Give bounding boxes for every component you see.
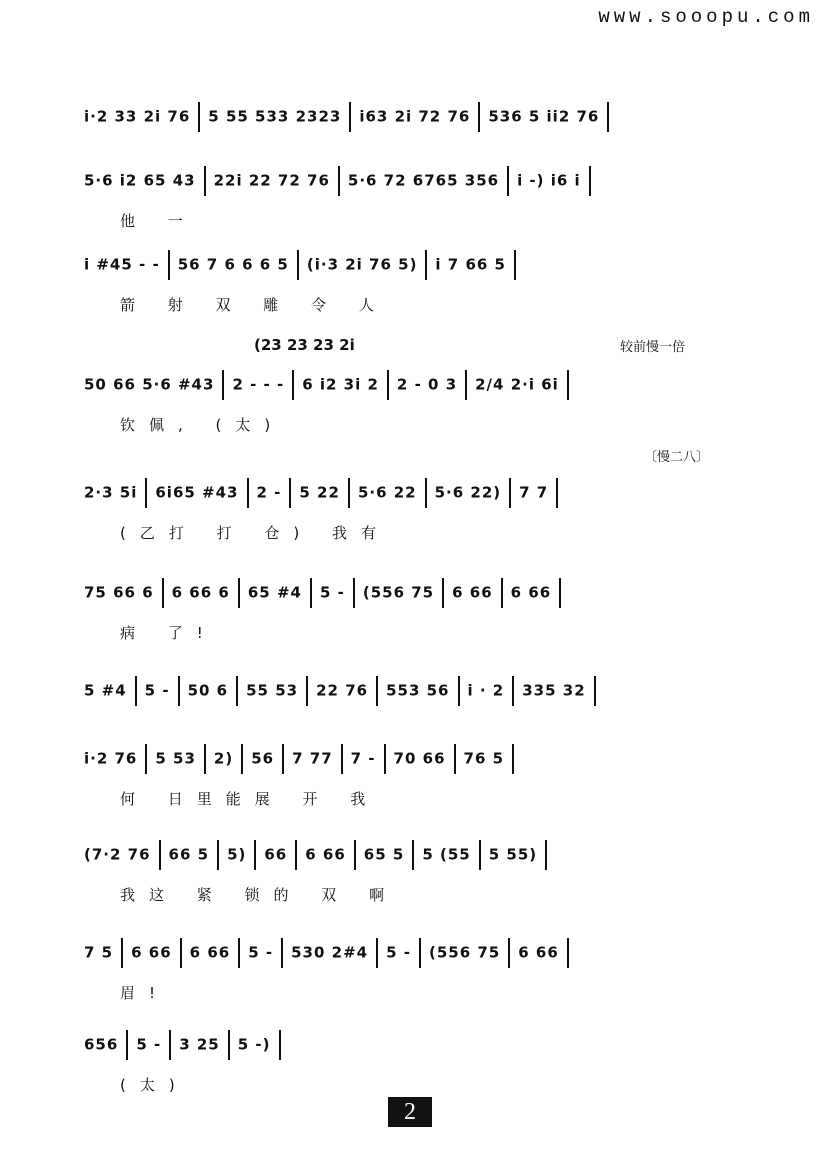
measure: 22 76 (316, 681, 369, 700)
measure: 6 i2 3i 2 (302, 375, 379, 394)
bar-line (353, 578, 355, 608)
bar-line (589, 166, 591, 196)
bar-line (341, 744, 343, 774)
lyrics-line: 病 了! (120, 624, 217, 642)
measure: 76 5 (463, 749, 505, 768)
measure: 6 66 (131, 943, 172, 962)
measure: 2 - 0 3 (396, 375, 458, 394)
measure: 553 56 (386, 681, 450, 700)
bar-line (238, 938, 240, 968)
bar-line (425, 250, 427, 280)
notation-line (84, 676, 604, 710)
measure: 2/4 2·i 6i (475, 375, 559, 394)
bar-line (217, 840, 219, 870)
site-url: www.sooopu.com (598, 6, 814, 28)
bar-line (279, 1030, 281, 1060)
bar-line (384, 744, 386, 774)
measure: 5 - (248, 943, 274, 962)
measure: 5·6 i2 65 43 (84, 171, 196, 190)
bar-line (292, 370, 294, 400)
bar-line (178, 676, 180, 706)
notation-line (84, 744, 522, 778)
measure: 536 5 ii2 76 (488, 107, 600, 126)
bar-line (159, 840, 161, 870)
measure: 6 66 (305, 845, 346, 864)
measure: 2 - - - (232, 375, 285, 394)
bar-line (594, 676, 596, 706)
measure: 335 32 (522, 681, 586, 700)
bar-line (348, 478, 350, 508)
measure: 5 -) (237, 1035, 271, 1054)
bar-line (545, 840, 547, 870)
bar-line (289, 478, 291, 508)
lyrics-line: 何 日里能展 开 我 (120, 790, 380, 808)
lyrics-line: 我这 紧 锁的 双 啊 (120, 886, 399, 904)
notation-line (84, 938, 577, 972)
lyrics-line: 箭 射 双 雕 令 人 (120, 296, 388, 314)
bar-line (508, 938, 510, 968)
measure: 5 - (136, 1035, 162, 1054)
bar-line (241, 744, 243, 774)
bar-line (236, 676, 238, 706)
bar-line (222, 370, 224, 400)
measure: 55 53 (246, 681, 299, 700)
measure: (i·3 2i 76 5) (306, 255, 418, 274)
measure: 65 #4 (247, 583, 302, 602)
bar-line (512, 676, 514, 706)
measure: 66 (264, 845, 288, 864)
measure: 5·6 22) (434, 483, 502, 502)
measure: 6 66 6 (171, 583, 230, 602)
bar-line (295, 840, 297, 870)
measure: 70 66 (393, 749, 446, 768)
bar-line (478, 102, 480, 132)
bar-line (145, 478, 147, 508)
bar-line (465, 370, 467, 400)
measure: 5 (55 (422, 845, 471, 864)
measure: 66 5 (168, 845, 210, 864)
bar-line (479, 840, 481, 870)
measure: 5 22 (299, 483, 340, 502)
bar-line (169, 1030, 171, 1060)
measure: 5 - (386, 943, 411, 962)
notation-line (84, 166, 599, 200)
bar-line (126, 1030, 128, 1060)
bar-line (354, 840, 356, 870)
measure: 22i 22 72 76 (213, 171, 330, 190)
bar-line (168, 250, 170, 280)
bar-line (376, 938, 378, 968)
bar-line (425, 478, 427, 508)
measure: 5 55) (488, 845, 538, 864)
measure: 6 66 (518, 943, 559, 962)
bar-line (297, 250, 299, 280)
measure: 6i65 #43 (155, 483, 239, 502)
notation-line (84, 370, 577, 404)
bar-line (254, 840, 256, 870)
tempo-marking: 较前慢一倍 (620, 340, 686, 355)
measure: i #45 - - (84, 255, 160, 274)
measure: 5 - (319, 583, 345, 602)
lyrics-line: 钦佩, (太) (120, 416, 285, 434)
bar-line (454, 744, 456, 774)
measure: 6 66 (189, 943, 231, 962)
notation-line (84, 102, 617, 136)
measure: 3 25 (179, 1035, 220, 1054)
measure: 5·6 72 6765 356 (347, 171, 500, 190)
measure: 65 5 (363, 845, 405, 864)
measure: 7 - (350, 749, 376, 768)
notation-line (84, 578, 569, 612)
bar-line (338, 166, 340, 196)
notation-line (84, 1030, 289, 1064)
bar-line (135, 676, 137, 706)
bar-line (507, 166, 509, 196)
bar-line (387, 370, 389, 400)
bar-line (514, 250, 516, 280)
measure: 75 66 6 (84, 583, 154, 602)
measure: i 7 66 5 (435, 255, 506, 274)
notation-line (84, 478, 566, 512)
measure: i -) i6 i (517, 171, 581, 190)
bar-line (281, 938, 283, 968)
bar-line (238, 578, 240, 608)
bar-line (198, 102, 200, 132)
upper-notation: (23 23 23 2i (254, 336, 355, 354)
bar-line (204, 744, 206, 774)
bar-line (458, 676, 460, 706)
bar-line (509, 478, 511, 508)
section-marking: 〔慢二八〕 (644, 450, 710, 465)
bar-line (204, 166, 206, 196)
measure: (556 75 (428, 943, 501, 962)
measure: 50 6 (187, 681, 229, 700)
measure: 2·3 5i (84, 483, 138, 502)
notation-line (84, 250, 524, 284)
bar-line (145, 744, 147, 774)
notation-line (84, 840, 555, 874)
measure: 5 53 (155, 749, 196, 768)
measure: 5) (227, 845, 247, 864)
bar-line (228, 1030, 230, 1060)
measure: 6 66 (510, 583, 552, 602)
measure: 5 55 533 2323 (208, 107, 342, 126)
measure: (556 75 (362, 583, 435, 602)
measure: 56 (251, 749, 275, 768)
bar-line (310, 578, 312, 608)
measure: 2) (213, 749, 234, 768)
bar-line (180, 938, 182, 968)
measure: 50 66 5·6 #43 (84, 375, 215, 394)
bar-line (376, 676, 378, 706)
measure: 5 #4 (84, 681, 127, 700)
lyrics-line: (太) (120, 1076, 189, 1094)
bar-line (501, 578, 503, 608)
bar-line (349, 102, 351, 132)
lyrics-line: (乙打 打 仓) 我有 (120, 524, 391, 542)
measure: 7 5 (84, 943, 114, 962)
bar-line (412, 840, 414, 870)
bar-line (306, 676, 308, 706)
measure: 656 (84, 1035, 119, 1054)
lyrics-line: 他 一 (120, 212, 197, 230)
measure: 5·6 22 (357, 483, 417, 502)
measure: i · 2 (467, 681, 505, 700)
bar-line (567, 370, 569, 400)
measure: 7 7 (519, 483, 549, 502)
measure: (7·2 76 (84, 845, 151, 864)
measure: 56 7 6 6 6 5 (177, 255, 289, 274)
measure: i·2 33 2i 76 (84, 107, 191, 126)
lyrics-line: 眉! (120, 984, 170, 1002)
bar-line (607, 102, 609, 132)
bar-line (556, 478, 558, 508)
measure: 6 66 (452, 583, 493, 602)
bar-line (162, 578, 164, 608)
bar-line (247, 478, 249, 508)
bar-line (442, 578, 444, 608)
bar-line (567, 938, 569, 968)
bar-line (282, 744, 284, 774)
measure: i63 2i 72 76 (359, 107, 471, 126)
bar-line (419, 938, 421, 968)
measure: 530 2#4 (291, 943, 369, 962)
bar-line (121, 938, 123, 968)
measure: 2 - (256, 483, 282, 502)
page-number: 2 (388, 1097, 432, 1127)
bar-line (559, 578, 561, 608)
measure: i·2 76 (84, 749, 138, 768)
measure: 5 - (144, 681, 170, 700)
measure: 7 77 (292, 749, 333, 768)
bar-line (512, 744, 514, 774)
